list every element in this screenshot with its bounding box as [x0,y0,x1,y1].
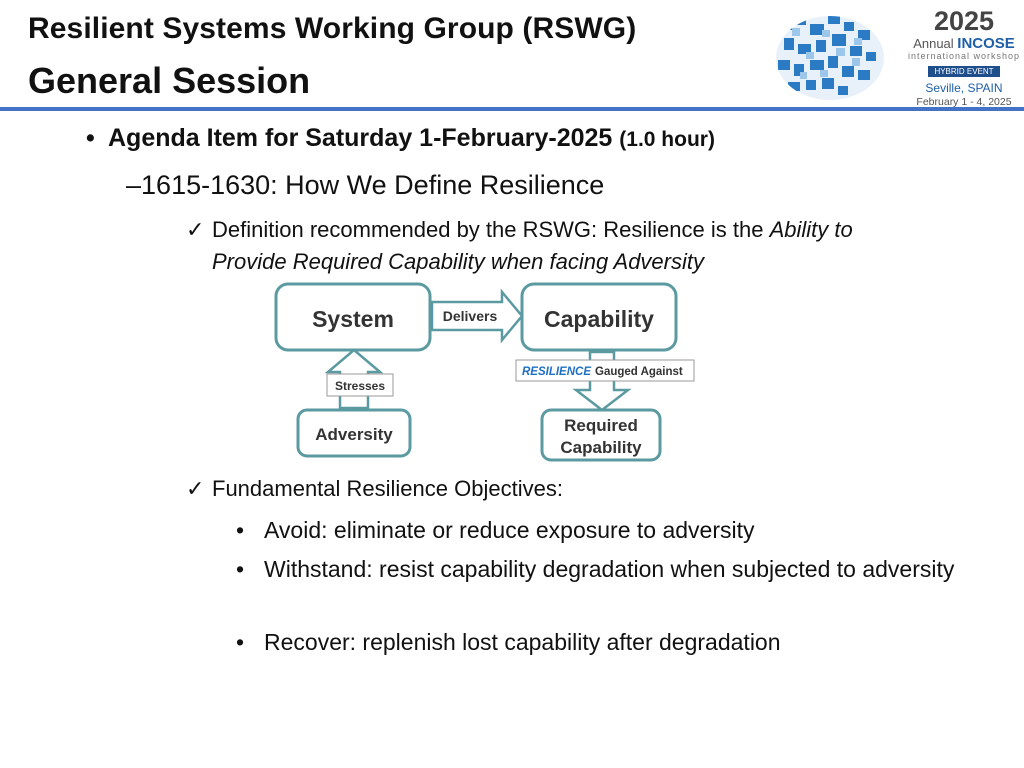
session-text: 1615-1630: How We Define Resilience [141,170,605,200]
checkmark-icon: ✓ [186,217,205,242]
logo-hybrid-badge: HYBRID EVENT [928,66,999,77]
logo-international: international workshop [907,51,1021,61]
system-label: System [312,306,394,332]
definition-italic-2: Provide Required Capability when facing Adversity [212,249,704,274]
dash-icon: – [126,170,142,200]
delivers-label: Delivers [442,308,498,324]
checkmark-icon: ✓ [186,476,205,501]
slide-title-line2: General Session [28,60,311,101]
stresses-label: Stresses [334,379,386,393]
globe-logo-icon [770,10,890,102]
resilience-label: RESILIENCE [522,366,592,378]
event-logo [905,6,1023,109]
logo-incose: INCOSE [957,35,1015,52]
logo-dates: February 1 - 4, 2025 [916,96,1012,108]
objective-text: Withstand: resist capability degradation when subjected to adversity [264,556,955,582]
agenda-duration: (1.0 hour) [619,128,715,151]
required-label-2: Capability [560,438,642,457]
bullet-icon: • [236,517,245,543]
required-label-1: Required [564,416,638,435]
slide-title-line1: Resilient Systems Working Group (RSWG) [28,12,637,45]
header-divider [0,107,1024,111]
objective-text: Recover: replenish lost capability after degradation [264,629,781,655]
gauged-label: Gauged Against [595,366,683,378]
bullet-icon: • [236,629,245,655]
definition-italic-1: Ability to [769,217,853,242]
logo-annual-line [905,36,1023,51]
capability-label: Capability [544,306,654,332]
logo-annual: Annual [913,36,954,51]
adversity-label: Adversity [315,425,393,444]
agenda-item [86,124,715,153]
definition-plain: Definition recommended by the RSWG: Resilience is the [212,217,770,242]
session-line [126,170,604,201]
objective-text: Avoid: eliminate or reduce exposure to adversity [264,517,755,543]
agenda-item-text: Agenda Item for Saturday 1-February-2025 [108,124,613,152]
definition-text [212,214,982,278]
bullet-icon: • [236,556,245,582]
logo-year: 2025 [933,6,995,36]
objectives-heading: Fundamental Resilience Objectives: [212,476,563,501]
resilience-diagram [270,280,700,465]
logo-location: Seville, SPAIN [925,81,1003,95]
bullet-icon: • [86,124,95,152]
